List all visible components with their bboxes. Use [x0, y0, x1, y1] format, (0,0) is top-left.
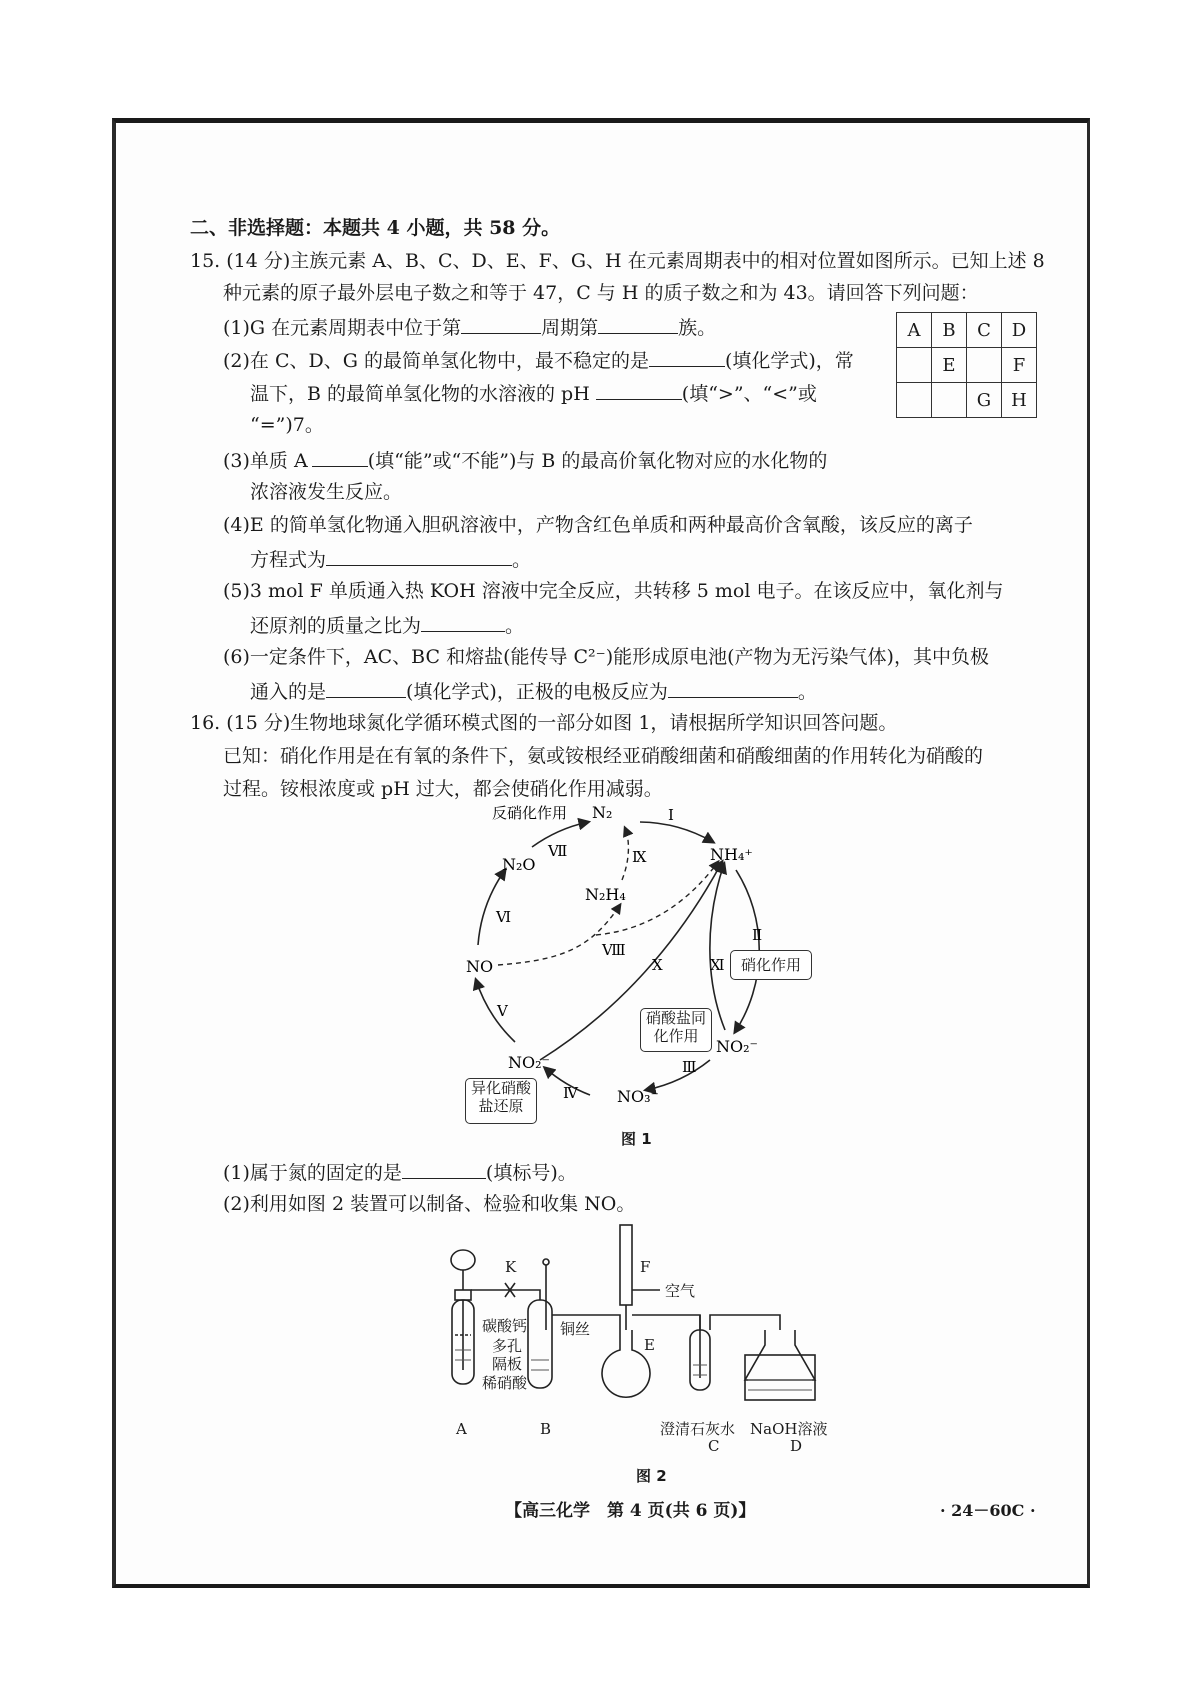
q15-p2-text: (2)在 C、D、G 的最简单氢化物中，最不稳定的是	[223, 350, 649, 372]
species-nh4: NH₄⁺	[710, 845, 753, 864]
q15-p1-text3: 族。	[678, 317, 717, 339]
roman-x: Ⅹ	[652, 956, 663, 974]
roman-vii: Ⅶ	[548, 842, 568, 860]
q15-p3-text: (3)单质 A	[223, 450, 308, 472]
q15-part6-line1: (6)一定条件下，AC、BC 和熔盐(能传导 C²⁻)能形成原电池(产物为无污染气体)，其中负极	[223, 646, 989, 668]
roman-iii: Ⅲ	[682, 1058, 697, 1076]
q16-known-line1: 已知：硝化作用是在有氧的条件下，氨或铵根经亚硝酸细菌和硝酸细菌的作用转化为硝酸的	[223, 745, 984, 767]
roman-v: Ⅴ	[497, 1002, 508, 1020]
footer-page: 【高三化学 第 4 页(共 6 页)】	[505, 1501, 756, 1521]
label-c: C	[708, 1437, 720, 1455]
species-n2: N₂	[592, 803, 613, 822]
section-title: 二、非选择题：本题共 4 小题，共 58 分。	[190, 217, 561, 239]
species-no2-left: NO₂⁻	[508, 1053, 550, 1072]
box-nitrification: 硝化作用	[730, 950, 812, 980]
label-limewater: 澄清石灰水	[660, 1420, 736, 1438]
q15-part5-line1: (5)3 mol F 单质通入热 KOH 溶液中完全反应，共转移 5 mol 电子。在该反应中，氧化剂与	[223, 580, 1004, 602]
label-d: D	[790, 1437, 803, 1455]
funnel-bulb	[451, 1250, 475, 1270]
q15-p2-text3: 温下，B 的最简单氢化物的水溶液的 pH	[250, 383, 590, 405]
q15-p4-text: 方程式为	[250, 549, 327, 571]
roman-viii: Ⅷ	[602, 941, 626, 959]
roman-xi: Ⅺ	[710, 956, 725, 974]
label-plate: 隔板	[492, 1355, 523, 1373]
roman-vi: Ⅵ	[496, 908, 512, 926]
cell-d: D	[1002, 313, 1037, 348]
fig2-caption: 图 2	[636, 1467, 667, 1485]
label-a: A	[456, 1420, 467, 1438]
q15-p2-text4: (填“>”、“<”或	[681, 383, 817, 405]
cell-g: G	[967, 383, 1002, 418]
flask-e	[602, 1330, 650, 1397]
q15-part2-line3: “=”)7。	[250, 414, 324, 436]
label-k: K	[505, 1258, 517, 1276]
q15-p4-text2: 。	[512, 549, 532, 571]
species-n2h4: N₂H₄	[585, 885, 626, 904]
q15-p1-text2: 周期第	[541, 317, 599, 339]
label-f: F	[640, 1258, 651, 1276]
label-b: B	[540, 1420, 552, 1438]
q15-p2-text2: (填化学式)，常	[724, 350, 854, 372]
q16-intro: 16. (15 分)生物地球氮化学循环模式图的一部分如图 1，请根据所学知识回答问题。	[190, 712, 898, 734]
cell-c: C	[967, 313, 1002, 348]
cell-b: B	[932, 313, 967, 348]
roman-i: Ⅰ	[668, 806, 674, 824]
box-dissimilation: 异化硝酸盐还原	[465, 1078, 537, 1124]
q15-part3-line2: 浓溶液发生反应。	[250, 481, 403, 503]
label-caco3: 碳酸钙	[482, 1317, 528, 1335]
cell-h: H	[1002, 383, 1037, 418]
label-hno3: 稀硝酸	[482, 1374, 528, 1392]
footer-code: · 24－60C ·	[940, 1501, 1036, 1520]
burette-f	[620, 1225, 632, 1305]
q15-p3-text2: (填“能”或“不能”)与 B 的最高价氧化物对应的水化物的	[367, 450, 828, 472]
species-no3: NO₃⁻	[617, 1087, 659, 1106]
label-denitrification: 反硝化作用	[492, 804, 568, 822]
roman-ii: Ⅱ	[752, 926, 763, 944]
q15-p6-text3: 。	[797, 681, 817, 703]
q16-known-line2: 过程。铵根浓度或 pH 过大，都会使硝化作用减弱。	[223, 778, 663, 800]
label-porous: 多孔	[492, 1337, 523, 1355]
q15-intro-line1: 15. (14 分)主族元素 A、B、C、D、E、F、G、H 在元素周期表中的相对位置如图所示。已知上述 8	[190, 250, 1045, 272]
q16-part2: (2)利用如图 2 装置可以制备、检验和收集 NO。	[223, 1193, 636, 1215]
q15-part4-line1: (4)E 的简单氢化物通入胆矾溶液中，产物含红色单质和两种最高价含氧酸，该反应的离子	[223, 514, 973, 536]
cell-a: A	[897, 313, 932, 348]
label-naoh: NaOH溶液	[750, 1420, 828, 1438]
species-no: NO	[466, 957, 494, 976]
species-n2o: N₂O	[502, 855, 536, 874]
fig1-caption: 图 1	[621, 1130, 652, 1148]
label-air: 空气	[665, 1282, 696, 1300]
roman-iv: Ⅳ	[563, 1084, 578, 1102]
q15-intro-line2: 种元素的原子最外层电子数之和等于 47，C 与 H 的质子数之和为 43。请回答下列问题：	[223, 282, 979, 304]
label-e: E	[644, 1336, 655, 1354]
label-copper: 铜丝	[560, 1320, 591, 1338]
box-assimilation: 硝酸盐同化作用	[640, 1008, 712, 1052]
q16-p1-text2: (填标号)。	[485, 1162, 577, 1184]
cell-f: F	[1002, 348, 1037, 383]
species-no2-right: NO₂⁻	[716, 1037, 758, 1056]
q15-p6-text2: (填化学式)，正极的电极反应为	[406, 681, 668, 703]
tube-b	[528, 1300, 552, 1388]
q16-p1-text: (1)属于氮的固定的是	[223, 1162, 402, 1184]
q15-p5-text: 还原剂的质量之比为	[250, 615, 422, 637]
q15-p6-text: 通入的是	[250, 681, 327, 703]
roman-ix: Ⅸ	[632, 848, 647, 866]
cell-e: E	[932, 348, 967, 383]
q15-p1-text: (1)G 在元素周期表中位于第	[223, 317, 462, 339]
q15-p5-text2: 。	[505, 615, 525, 637]
